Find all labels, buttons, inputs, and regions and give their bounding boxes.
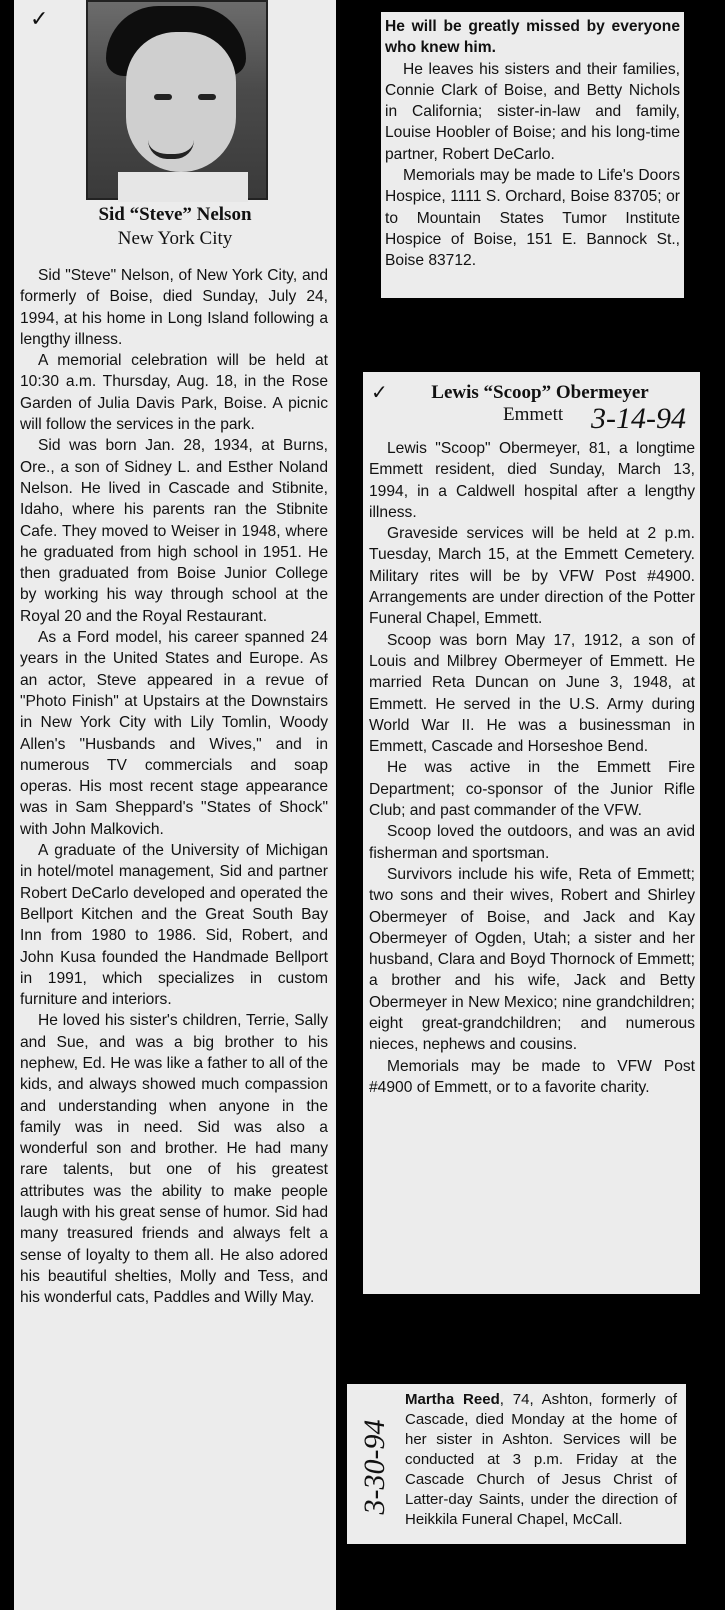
paragraph: Scoop was born May 17, 1912, a son of Louis and Milbrey Obermeyer of Emmett. He married Reta Duncan on June 3, 1948, at Emmett. He served in the U.S. Army during World War II. He was a businessman in Emmett, Cascade and Horseshoe Bend. — [369, 631, 695, 756]
paragraph: Memorials may be made to Life's Doors Hospice, 1111 S. Orchard, Boise 83705; or to Mountain States Tumor Institute Hospice of Boise, 151 E. Bannock St., Boise 83712. — [385, 167, 680, 270]
portrait-eye-right — [198, 94, 216, 100]
paragraph: He will be greatly missed by everyone who knew him. — [385, 18, 680, 57]
obituary-body — [20, 265, 328, 1309]
sid-nelson-obituary — [14, 0, 336, 1610]
notice-text: , 74, Ashton, formerly of Cascade, died Monday at the home of her sister in Ashton. Services will be conducted at 3 p.m. Friday at the Cascade Church of Jesus Christ of Latter-day Saints, under the direction of Heikkila Funeral Chapel, McCall. — [405, 1391, 677, 1528]
paragraph: Graveside services will be held at 2 p.m. Tuesday, March 15, at the Emmett Cemetery. Military rites will be by VFW Post #4900. Arrangements are under direction of the Potter Funeral Chapel, Emmett. — [369, 525, 695, 628]
paragraph: Scoop loved the outdoors, and was an avid fisherman and sportsman. — [369, 823, 695, 862]
obituary-name: Sid “Steve” Nelson — [98, 204, 252, 225]
paragraph: Sid "Steve" Nelson, of New York City, and formerly of Boise, died Sunday, July 24, 1994, at his home in Long Island following a lengthy illness. — [20, 267, 328, 348]
obituary-name: Lewis “Scoop” Obermeyer — [431, 382, 649, 403]
paragraph: Sid was born Jan. 28, 1934, at Burns, Ore., a son of Sidney L. and Esther Noland Nelson. He lived in Cascade and Stibnite, Idaho, where his parents ran the Stibnite Cafe. They moved to Weiser in 1948, where he graduated from high school in 1951. He then graduated from Boise Junior College by working his way through school at the Royal 20 and the Royal Restaurant. — [20, 437, 328, 625]
handwritten-date: 3-30-94 — [358, 1419, 391, 1515]
obituary-location: Emmett — [503, 404, 564, 425]
lewis-obermeyer-obituary — [363, 372, 700, 1294]
continuation-body — [385, 16, 680, 272]
martha-reed-notice — [347, 1384, 686, 1544]
paragraph: As a Ford model, his career spanned 24 years in the United States and Europe. As an actor, Steve appeared in a revue of "Photo Finish" at Upstairs at the Downstairs in New York City with Lily Tomlin, Woody Allen's "Husbands and Wives," and in numerous TV commercials and soap operas. His most recent stage appearance was in Sam Sheppard's "States of Shock" with John Malkovich. — [20, 629, 328, 838]
obituary-location: New York City — [117, 228, 233, 249]
paragraph: Survivors include his wife, Reta of Emmett; two sons and their wives, Robert and Shirley Obermeyer of Boise, and Jack and Kay Obermeyer of Ogden, Utah; a sister and her husband, Clara and Boyd Thornock of Emmett; a brother and his wife, Jack and Betty Obermeyer in New Mexico; nine grandchildren; eight great-grandchildren; and numerous nieces, nephews and cousins. — [369, 865, 695, 1054]
obituary-body — [369, 438, 695, 1098]
portrait-eye-left — [154, 94, 172, 100]
paragraph: He leaves his sisters and their families, Connie Clark of Boise, and Betty Nichols in California; sister-in-law and family, Louise Hoobler of Boise; and his long-time partner, Robert DeCarlo. — [385, 60, 680, 163]
notice-name: Martha Reed — [405, 1391, 500, 1408]
paragraph: A memorial celebration will be held at 10:30 a.m. Thursday, Aug. 18, in the Rose Garden of Julia Davis Park, Boise. A picnic will follow the services in the park. — [20, 352, 328, 434]
paragraph: Memorials may be made to VFW Post #4900 of Emmett, or to a favorite charity. — [369, 1057, 695, 1096]
handwritten-date: 3-14-94 — [591, 402, 686, 435]
paragraph: A graduate of the University of Michigan in hotel/motel management, Sid and partner Robert DeCarlo developed and operated the Bellport Kitchen and the Great South Bay Inn from 1980 to 1986. Sid, Robert, and John Kusa founded the Handmade Bellport in 1991, which specializes in custom furniture and interiors. — [20, 842, 328, 1009]
portrait-collar — [118, 172, 248, 202]
portrait-photo — [86, 0, 268, 200]
sid-nelson-continuation — [381, 12, 684, 298]
check-mark: ✓ — [371, 382, 388, 404]
paragraph: He loved his sister's children, Terrie, Sally and Sue, and was a big brother to his nephew, Ed. He was like a father to all of the kids, and always showed much compassion and understanding when anyone in the family was in need. Sid was also a wonderful son and brother. He had many rare talents, but one of his greatest attributes was the ability to make people laugh with his great sense of humor. Sid had many treasured friends and always felt a sense of loyalty to them all. He also adored his beautiful shelties, Molly and Tess, and his wonderful cats, Paddles and Willy May. — [20, 1012, 328, 1307]
paragraph: He was active in the Emmett Fire Department; co-sponsor of the Junior Rifle Club; and past commander of the VFW. — [369, 759, 695, 820]
notice-body — [405, 1390, 677, 1530]
paragraph: Lewis "Scoop" Obermeyer, 81, a longtime Emmett resident, died Sunday, March 13, 1994, in a Caldwell hospital after a lengthy illness. — [369, 440, 695, 521]
check-mark: ✓ — [30, 6, 49, 31]
